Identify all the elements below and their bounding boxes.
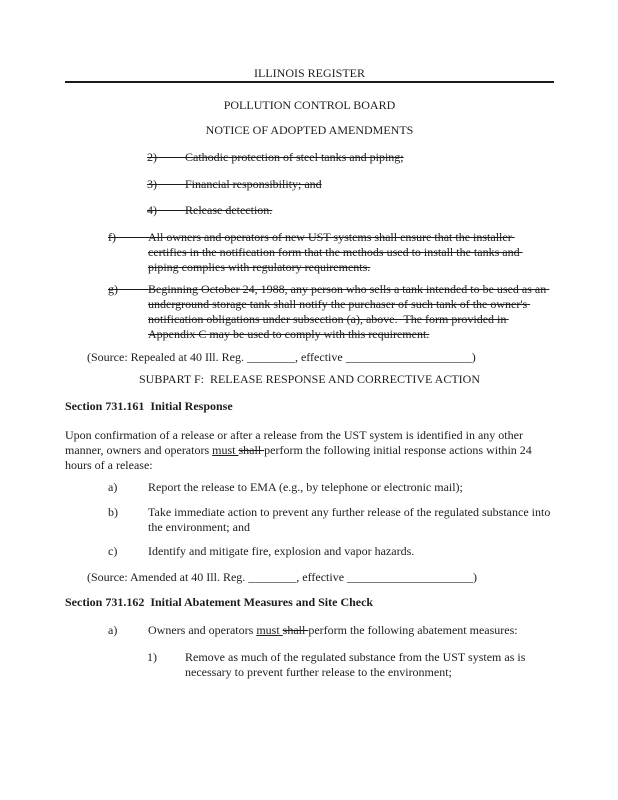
item-text: Report the release to EMA (e.g., by telephone or electronic mail); [148, 480, 463, 494]
item-text: Financial responsibility; and [185, 177, 322, 191]
item-text-pre: Owners and operators [148, 623, 257, 637]
item-text: All owners and operators of new UST systems shall ensure that the installer certifies in the notification form that the methods used to install the tanks and piping complies with regulatory requirements. [148, 230, 523, 274]
masthead [65, 66, 554, 83]
item-label: a) [108, 623, 118, 637]
item-label: b) [108, 505, 118, 519]
item-label: g) [108, 282, 148, 297]
item-label: f) [108, 230, 148, 245]
list-item [108, 544, 554, 559]
struck-paragraph [108, 230, 554, 275]
inserted-word: must [256, 623, 283, 637]
item-text-post: perform the following abatement measures: [308, 623, 518, 637]
item-text: Identify and mitigate fire, explosion and vapor hazards. [148, 544, 415, 558]
item-text: Beginning October 24, 1988, any person who sells a tank intended to be used as an underground storage tank shall notify the purchaser of such tank of the owner's notification obligations under subsection (a), above. The form provided in Appendix C may be used to comply with this requirement. [148, 282, 550, 341]
list-item [108, 623, 554, 638]
item-label: a) [108, 480, 118, 494]
item-label: 3) [147, 177, 185, 192]
item-text: Release detection. [185, 203, 273, 217]
item-label: c) [108, 544, 118, 558]
intro-paragraph [65, 428, 557, 473]
struck-list-item [147, 177, 554, 192]
item-text [148, 623, 553, 638]
intro-text-pre: Upon confirmation of a release or after a release from the UST system is identified in any other manner, owners and operators [65, 428, 526, 457]
item-label: 4) [147, 203, 185, 218]
item-text: Take immediate action to prevent any further release of the regulated substance into the environment; and [148, 505, 554, 534]
page-title: ILLINOIS REGISTER [254, 66, 365, 80]
board-heading: POLLUTION CONTROL BOARD [223, 98, 396, 112]
item-text: Remove as much of the regulated substance from the UST system as is necessary to prevent further release to the environment; [185, 650, 529, 679]
inserted-word: must [212, 443, 239, 457]
item-label: 1) [147, 650, 157, 664]
source-note-amended: (Source: Amended at 40 Ill. Reg. ________, effective _____________________) [87, 570, 478, 584]
struck-list-item [147, 150, 554, 165]
list-item [108, 480, 554, 495]
subpart-heading: SUBPART F: RELEASE RESPONSE AND CORRECTIVE ACTION [138, 372, 480, 386]
struck-paragraph [108, 282, 554, 342]
sub-list-item [147, 650, 554, 680]
item-text: Cathodic protection of steel tanks and piping; [185, 150, 404, 164]
source-note-repealed: (Source: Repealed at 40 Ill. Reg. ________, effective _____________________) [87, 350, 476, 364]
intro-text-post: perform the following initial response actions within 24 hours of a release: [65, 443, 535, 472]
list-item [108, 505, 554, 535]
item-label: 2) [147, 150, 185, 165]
deleted-word: shall [282, 623, 309, 637]
section-heading-731-161: Section 731.161 Initial Response [65, 399, 233, 413]
struck-list-item [147, 203, 554, 218]
section-heading-731-162: Section 731.162 Initial Abatement Measures and Site Check [65, 595, 374, 609]
deleted-word: shall [238, 443, 265, 457]
notice-heading: NOTICE OF ADOPTED AMENDMENTS [205, 123, 414, 137]
